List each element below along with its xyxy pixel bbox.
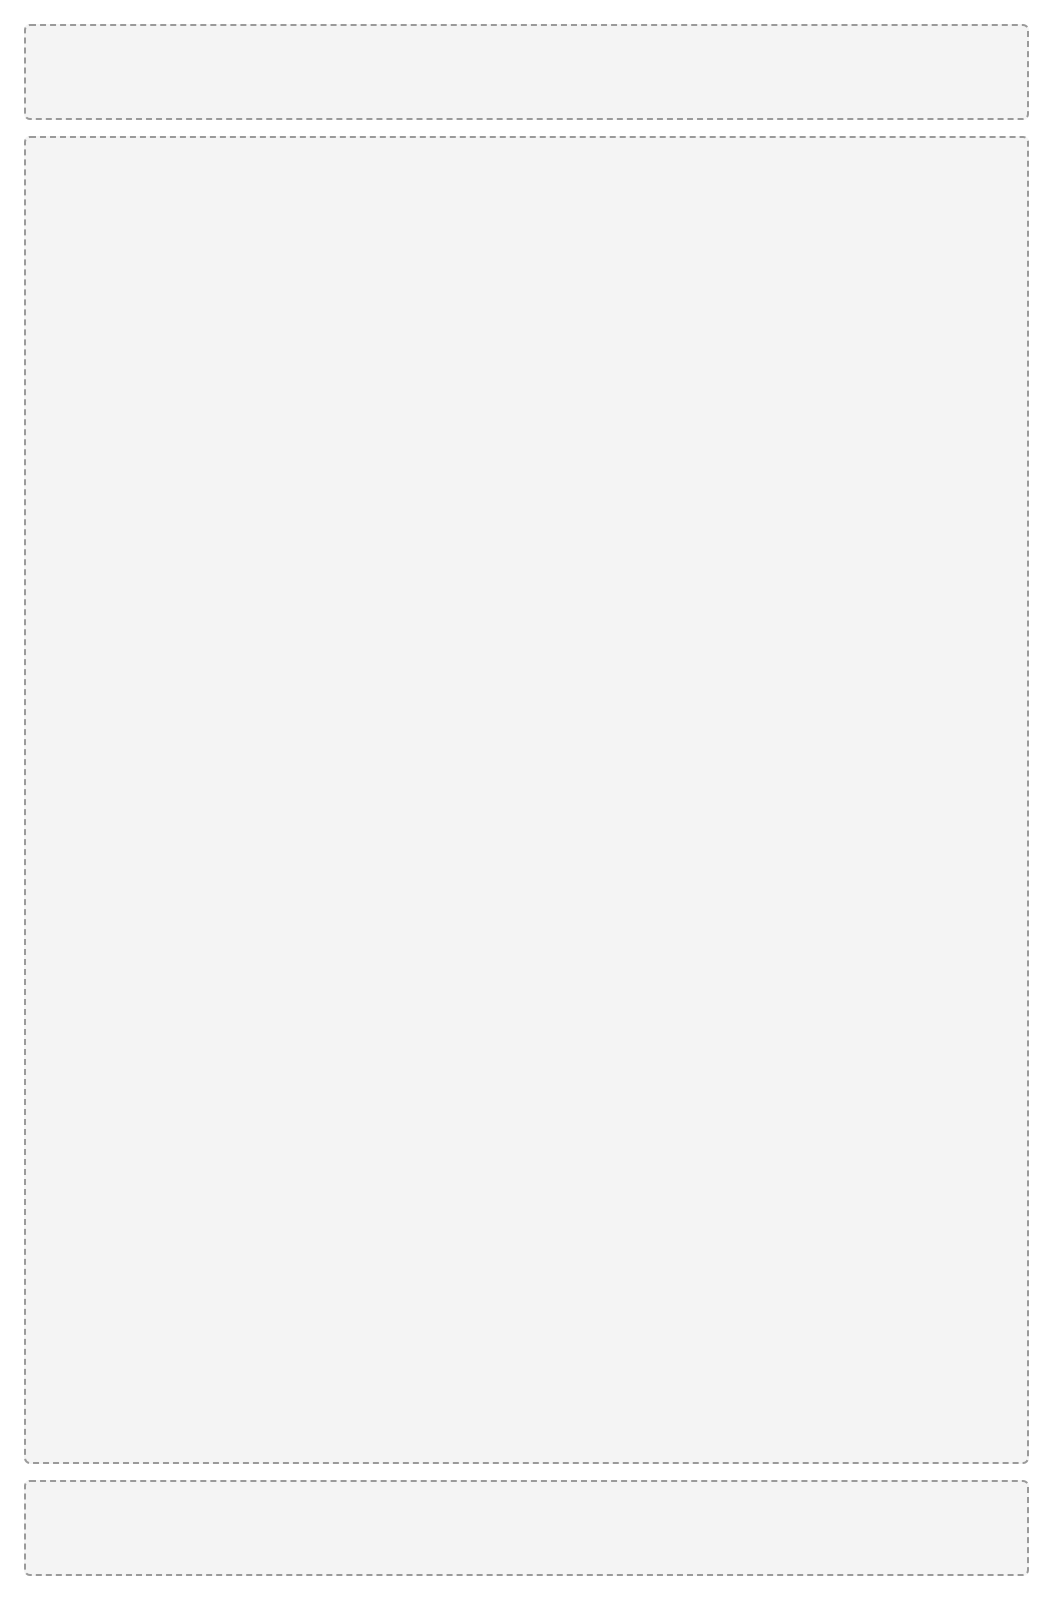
footer-region [24,1480,1029,1576]
header-region [24,24,1029,120]
main-region [24,136,1029,1464]
